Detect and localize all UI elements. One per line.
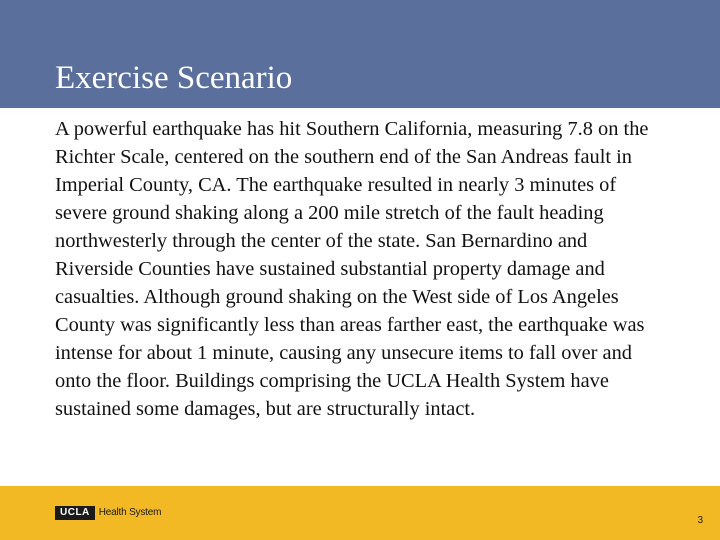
logo-ucla-mark: UCLA [55, 506, 95, 520]
header-bar [0, 0, 720, 108]
slide-body-text: A powerful earthquake has hit Southern California, measuring 7.8 on the Richter Scale, centered on the southern end of the San Andreas fault in Imperial County, CA. The earthquake resulted in nearly 3 minutes of severe ground shaking along a 200 mile stretch of the fault heading northwesterly through the center of the state. San Bernardino and Riverside Counties have sustained substantial property damage and casualties. Although ground shaking on the West side of Los Angeles County was significantly less than areas farther east, the earthquake was intense for about 1 minute, causing any unsecure items to fall over and onto the floor. Buildings comprising the UCLA Health System have sustained some damages, but are structurally intact. [55, 118, 649, 420]
slide-title: Exercise Scenario [55, 60, 293, 96]
ucla-health-system-logo [55, 506, 161, 520]
page-number: 3 [697, 515, 703, 526]
logo-health-system-text: Health System [98, 507, 162, 518]
